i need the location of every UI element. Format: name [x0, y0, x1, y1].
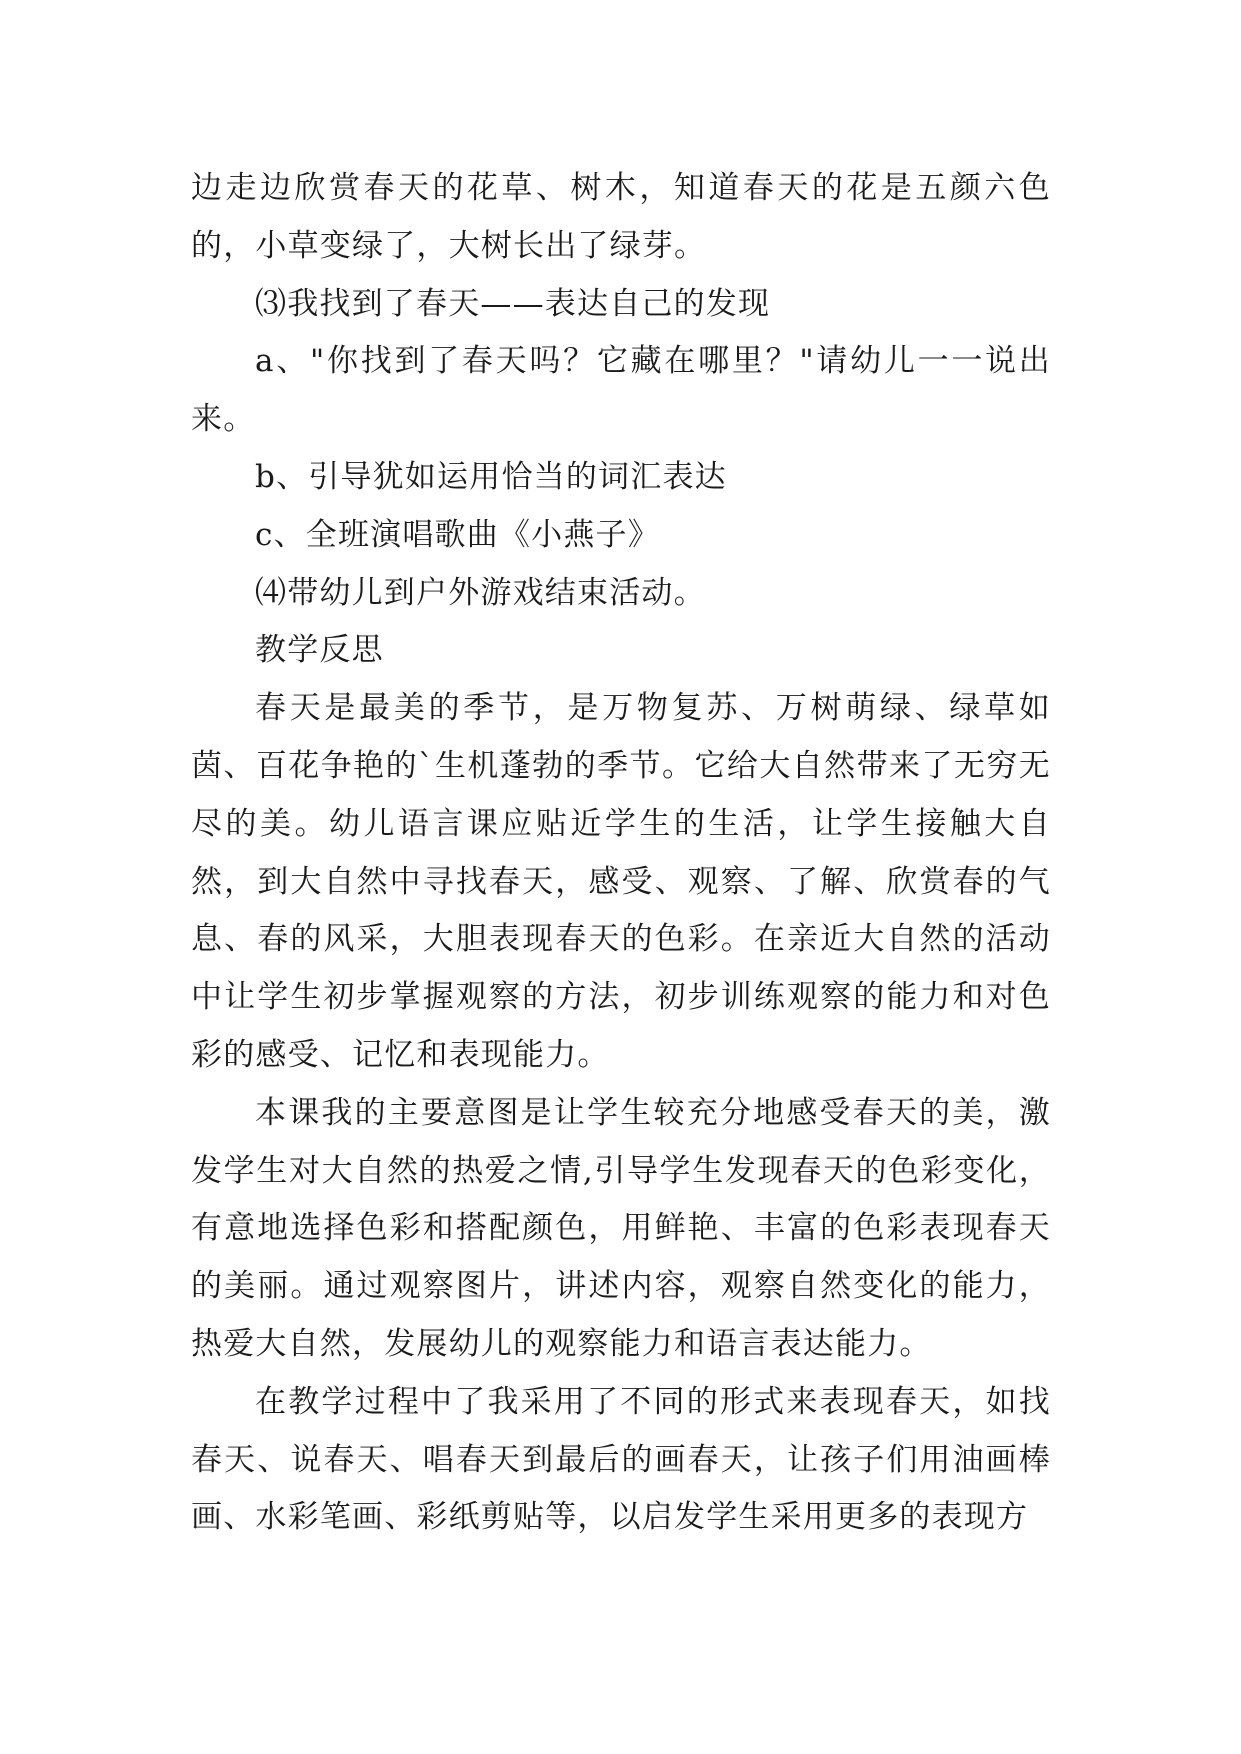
paragraph-6: ⑷带幼儿到户外游戏结束活动。	[255, 574, 706, 611]
paragraph-10: 在教学过程中了我采用了不同的形式来表现春天，如找春天、说春天、唱春天到最后的画春天，让孩子们用油画棒画、水彩笔画、彩纸剪贴等，以启发学生采用更多的表现方	[191, 1383, 1051, 1536]
paragraph-8: 春天是最美的季节，是万物复苏、万树萌绿、绿草如茵、百花争艳的`生机蓬勃的季节。它给大自然带来了无穷无尽的美。幼儿语言课应贴近学生的生活，让学生接触大自然，到大自然中寻找春天，感受、观察、了解、欣赏春的气息、春的风采，大胆表现春天的色彩。在亲近大自然的活动中让学生初步掌握观察的方法，初步训练观察的能力和对色彩的感受、记忆和表现能力。	[191, 690, 1051, 1073]
paragraph-3: a、"你找到了春天吗？它藏在哪里？"请幼儿一一说出来。	[191, 343, 1051, 438]
paragraph-1: 边走边欣赏春天的花草、树木，知道春天的花是五颜六色的，小草变绿了，大树长出了绿芽。	[191, 170, 1051, 264]
paragraph-5: c、全班演唱歌曲《小燕子》	[255, 516, 660, 553]
document-body	[191, 160, 1051, 1547]
paragraph-4: b、引导犹如运用恰当的词汇表达	[255, 458, 727, 495]
paragraph-2: ⑶我找到了春天——表达自己的发现	[255, 285, 771, 322]
paragraph-9: 本课我的主要意图是让学生较充分地感受春天的美，激发学生对大自然的热爱之情,引导学生发现春天的色彩变化，有意地选择色彩和搭配颜色，用鲜艳、丰富的色彩表现春天的美丽。通过观察图片，讲述内容，观察自然变化的能力，热爱大自然，发展幼儿的观察能力和语言表达能力。	[191, 1094, 1051, 1362]
section-heading-teaching-reflection: 教学反思	[255, 632, 384, 669]
